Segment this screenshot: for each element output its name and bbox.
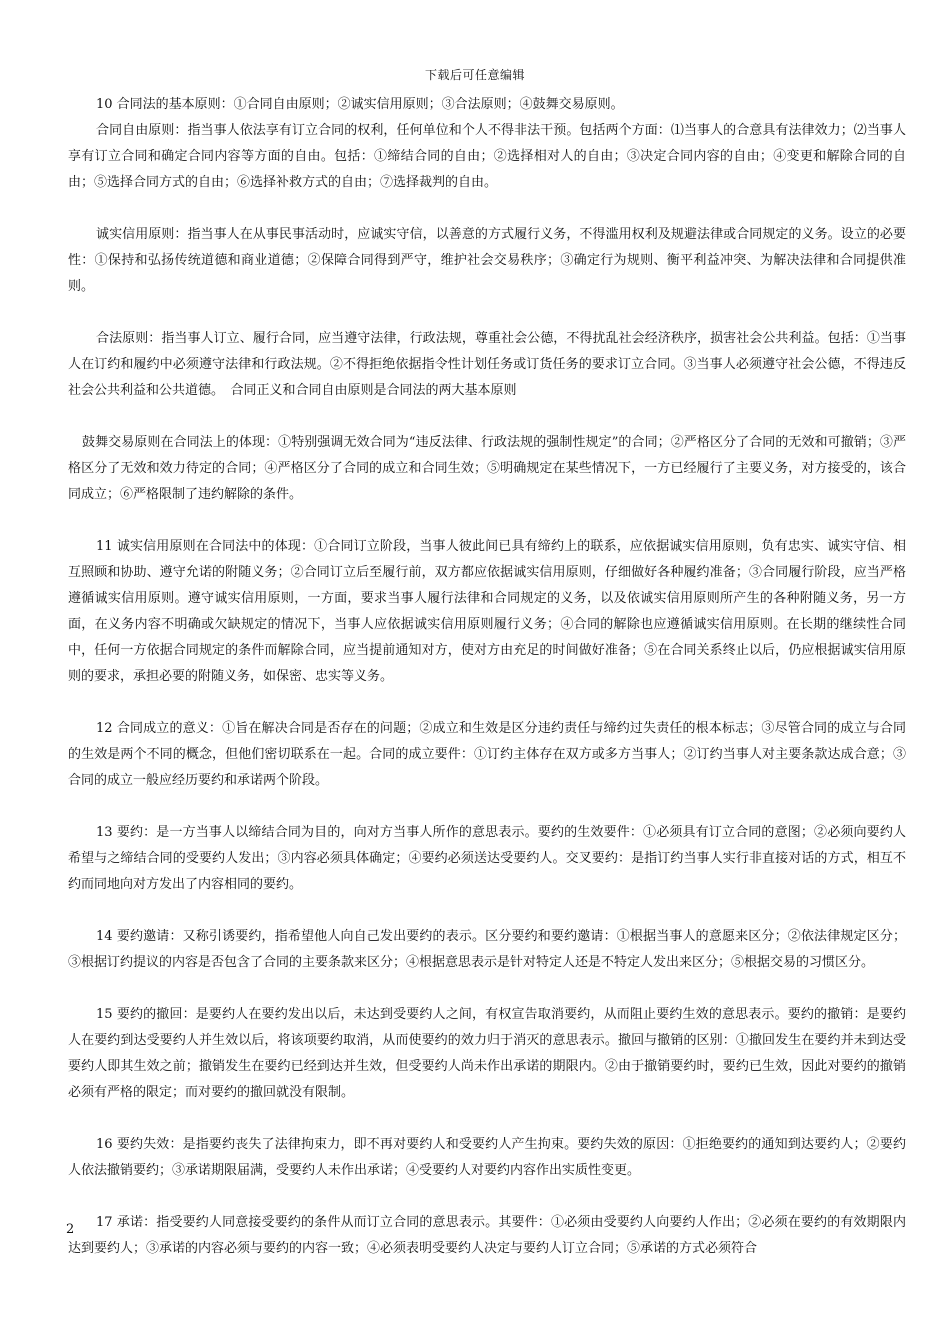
document-body <box>68 92 906 1262</box>
paragraph-14: 14 要约邀请：又称引诱要约，指希望他人向自己发出要约的表示。区分要约和要约邀请：①根据当事人的意愿来区分；②依法律规定区分；③根据订约提议的内容是否包含了合同的主要条款来区分；④根据意思表示是针对特定人还是不特定人发出来区分；⑤根据交易的习惯区分。 <box>68 929 906 970</box>
paragraph-legality: 合法原则：指当事人订立、履行合同，应当遵守法律，行政法规，尊重社会公德，不得扰乱社会经济秩序，损害社会公共利益。包括：①当事人在订约和履约中必须遵守法律和行政法规。②不得拒绝依据指令性计划任务或订货任务的要求订立合同。③当事人必须遵守社会公德，不得违反社会公共利益和公共道德。 合同正义和合同自由原则是合同法的两大基本原则 <box>68 331 906 398</box>
paragraph-17: 17 承诺：指受要约人同意接受要约的条件从而订立合同的意思表示。其要件：①必须由受要约人向要约人作出；②必须在要约的有效期限内达到要约人；③承诺的内容必须与要约的内容一致；④必须表明受要约人决定与要约人订立合同；⑤承诺的方式必须符合 <box>68 1215 906 1256</box>
paragraph-12: 12 合同成立的意义：①旨在解决合同是否存在的问题；②成立和生效是区分违约责任与缔约过失责任的根本标志；③尽管合同的成立与合同的生效是两个不同的概念，但他们密切联系在一起。合同的成立要件：①订约主体存在双方或多方当事人；②订约当事人对主要条款达成合意；③合同的成立一般应经历要约和承诺两个阶段。 <box>68 721 906 788</box>
paragraph-contract-freedom: 合同自由原则：指当事人依法享有订立合同的权利，任何单位和个人不得非法干预。包括两个方面：⑴当事人的合意具有法律效力；⑵当事人享有订立合同和确定合同内容等方面的自由。包括：①缔结合同的自由；②选择相对人的自由；③决定合同内容的自由；④变更和解除合同的自由；⑤选择合同方式的自由；⑥选择补救方式的自由；⑦选择裁判的自由。 <box>68 123 906 190</box>
paragraph-good-faith: 诚实信用原则：指当事人在从事民事活动时，应诚实守信，以善意的方式履行义务，不得滥用权利及规避法律或合同规定的义务。设立的必要性：①保持和弘扬传统道德和商业道德；②保障合同得到严守，维护社会交易秩序；③确定行为规则、衡平利益冲突、为解决法律和合同提供准则。 <box>68 227 906 294</box>
paragraph-15: 15 要约的撤回：是要约人在要约发出以后，未达到受要约人之间，有权宣告取消要约，从而阻止要约生效的意思表示。要约的撤销：是要约人在要约到达受要约人并生效以后，将该项要约取消，从而使要约的效力归于消灭的意思表示。撤回与撤销的区别：①撤回发生在要约并未到达受要约人即其生效之前；撤销发生在要约已经到达并生效，但受要约人尚未作出承诺的期限内。②由于撤销要约时，要约已生效，因此对要约的撤销必须有严格的限定；而对要约的撤回就没有限制。 <box>68 1007 906 1100</box>
paragraph-13: 13 要约：是一方当事人以缔结合同为目的，向对方当事人所作的意思表示。要约的生效要件：①必须具有订立合同的意图；②必须向要约人希望与之缔结合同的受要约人发出；③内容必须具体确定；④要约必须送达受要约人。交叉要约：是指订约当事人实行非直接对话的方式，相互不约而同地向对方发出了内容相同的要约。 <box>68 825 906 892</box>
page-header: 下载后可任意编辑 <box>424 68 525 82</box>
paragraph-16: 16 要约失效：是指要约丧失了法律拘束力，即不再对要约人和受要约人产生拘束。要约失效的原因：①拒绝要约的通知到达要约人；②要约人依法撤销要约；③承诺期限届满，受要约人未作出承诺；④受要约人对要约内容作出实质性变更。 <box>68 1137 906 1178</box>
paragraph-11: 11 诚实信用原则在合同法中的体现：①合同订立阶段，当事人彼此间已具有缔约上的联系，应依据诚实信用原则，负有忠实、诚实守信、相互照顾和协助、遵守允诺的附随义务；②合同订立后至履行前，双方都应依据诚实信用原则，仔细做好各种履约准备；③合同履行阶段，应当严格遵循诚实信用原则。遵守诚实信用原则，一方面，要求当事人履行法律和合同规定的义务，以及依诚实信用原则所产生的各种附随义务，另一方面，在义务内容不明确或欠缺规定的情况下，当事人应依据诚实信用原则履行义务；④合同的解除也应遵循诚实信用原则。在长期的继续性合同中，任何一方依据合同规定的条件而解除合同，应当提前通知对方，使对方由充足的时间做好准备；⑤在合同关系终止以后，仍应根据诚实信用原则的要求，承担必要的附随义务，如保密、忠实等义务。 <box>68 539 906 684</box>
paragraph-encourage-trade: 鼓舞交易原则在合同法上的体现：①特别强调无效合同为“违反法律、行政法规的强制性规定”的合同；②严格区分了合同的无效和可撤销；③严格区分了无效和效力待定的合同；④严格区分了合同的成立和合同生效；⑤明确规定在某些情况下，一方已经履行了主要义务，对方接受的，该合同成立；⑥严格限制了违约解除的条件。 <box>68 435 906 502</box>
page-number: 2 <box>66 1222 75 1237</box>
paragraph-10: 10 合同法的基本原则：①合同自由原则；②诚实信用原则；③合法原则；④鼓舞交易原则。 <box>96 97 624 112</box>
